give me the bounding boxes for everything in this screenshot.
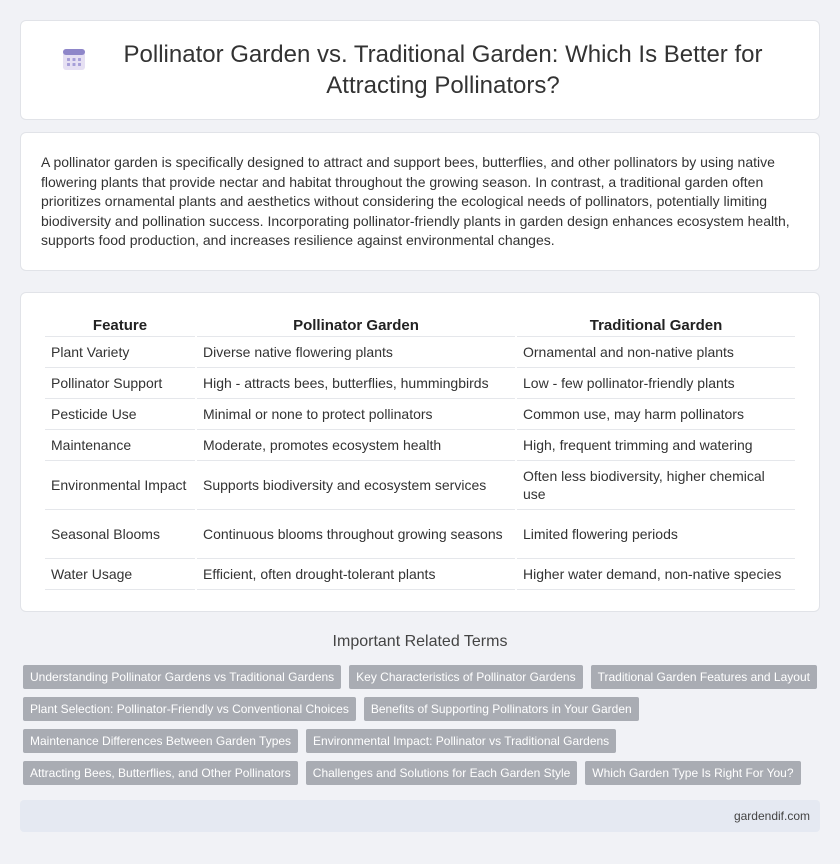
term-tag[interactable]: Maintenance Differences Between Garden Types bbox=[23, 729, 298, 753]
traditional-cell: Common use, may harm pollinators bbox=[517, 399, 795, 430]
footer bbox=[20, 800, 820, 832]
traditional-cell: Often less biodiversity, higher chemical use bbox=[517, 461, 795, 510]
page-title: Pollinator Garden vs. Traditional Garden: Which Is Better for Attracting Pollinators? bbox=[123, 41, 763, 99]
intro-card bbox=[20, 132, 820, 271]
header-pollinator-garden: Pollinator Garden bbox=[197, 315, 515, 337]
header-feature: Feature bbox=[45, 315, 195, 337]
table-row bbox=[45, 368, 795, 399]
pollinator-cell: Efficient, often drought-tolerant plants bbox=[197, 559, 515, 590]
table-header-row bbox=[45, 315, 795, 337]
feature-cell: Water Usage bbox=[45, 559, 195, 590]
term-row bbox=[23, 665, 823, 689]
term-tag[interactable]: Understanding Pollinator Gardens vs Traditional Gardens bbox=[23, 665, 341, 689]
term-row bbox=[23, 761, 823, 785]
pollinator-cell: Supports biodiversity and ecosystem services bbox=[197, 461, 515, 510]
feature-cell: Plant Variety bbox=[45, 337, 195, 368]
related-terms-title: Important Related Terms bbox=[332, 633, 508, 650]
term-row bbox=[23, 697, 823, 721]
traditional-cell: Limited flowering periods bbox=[517, 510, 795, 559]
term-row bbox=[23, 729, 823, 753]
traditional-cell: Low - few pollinator-friendly plants bbox=[517, 368, 795, 399]
feature-cell: Environmental Impact bbox=[45, 461, 195, 510]
term-tag[interactable]: Traditional Garden Features and Layout bbox=[591, 665, 817, 689]
pollinator-cell: Diverse native flowering plants bbox=[197, 337, 515, 368]
term-tag[interactable]: Plant Selection: Pollinator-Friendly vs Conventional Choices bbox=[23, 697, 356, 721]
calendar-icon bbox=[61, 46, 87, 72]
related-terms bbox=[23, 665, 823, 793]
table-row bbox=[45, 559, 795, 590]
term-tag[interactable]: Key Characteristics of Pollinator Gardens bbox=[349, 665, 582, 689]
table-row bbox=[45, 337, 795, 368]
traditional-cell: Ornamental and non-native plants bbox=[517, 337, 795, 368]
term-tag[interactable]: Benefits of Supporting Pollinators in Your Garden bbox=[364, 697, 639, 721]
table-row bbox=[45, 510, 795, 559]
term-tag[interactable]: Attracting Bees, Butterflies, and Other Pollinators bbox=[23, 761, 298, 785]
feature-cell: Maintenance bbox=[45, 430, 195, 461]
feature-cell: Seasonal Blooms bbox=[45, 510, 195, 559]
table-row bbox=[45, 399, 795, 430]
table-row bbox=[45, 461, 795, 510]
term-tag[interactable]: Which Garden Type Is Right For You? bbox=[585, 761, 800, 785]
pollinator-cell: Moderate, promotes ecosystem health bbox=[197, 430, 515, 461]
pollinator-cell: Minimal or none to protect pollinators bbox=[197, 399, 515, 430]
feature-cell: Pollinator Support bbox=[45, 368, 195, 399]
term-tag[interactable]: Environmental Impact: Pollinator vs Traditional Gardens bbox=[306, 729, 616, 753]
comparison-table-card bbox=[20, 292, 820, 612]
term-tag[interactable]: Challenges and Solutions for Each Garden Style bbox=[306, 761, 578, 785]
intro-text: A pollinator garden is specifically designed to attract and support bees, butterflies, and other pollinators by using native flowering plants that provide nectar and habitat throughout the growing season. In contrast, a traditional garden often prioritizes ornamental plants and aesthetics without considering the ecological needs of pollinators, potentially limiting biodiversity and pollination success. Incorporating pollinator-friendly plants in garden design enhances ecosystem health, supports food production, and increases resilience against environmental changes. bbox=[41, 154, 790, 248]
title-wrap bbox=[61, 39, 779, 101]
pollinator-cell: High - attracts bees, butterflies, hummingbirds bbox=[197, 368, 515, 399]
footer-site-link[interactable]: gardendif.com bbox=[733, 809, 810, 823]
traditional-cell: Higher water demand, non-native species bbox=[517, 559, 795, 590]
traditional-cell: High, frequent trimming and watering bbox=[517, 430, 795, 461]
header-traditional-garden: Traditional Garden bbox=[517, 315, 795, 337]
feature-cell: Pesticide Use bbox=[45, 399, 195, 430]
table-row bbox=[45, 430, 795, 461]
header-card bbox=[20, 20, 820, 120]
pollinator-cell: Continuous blooms throughout growing seasons bbox=[197, 510, 515, 559]
comparison-table bbox=[43, 315, 797, 590]
